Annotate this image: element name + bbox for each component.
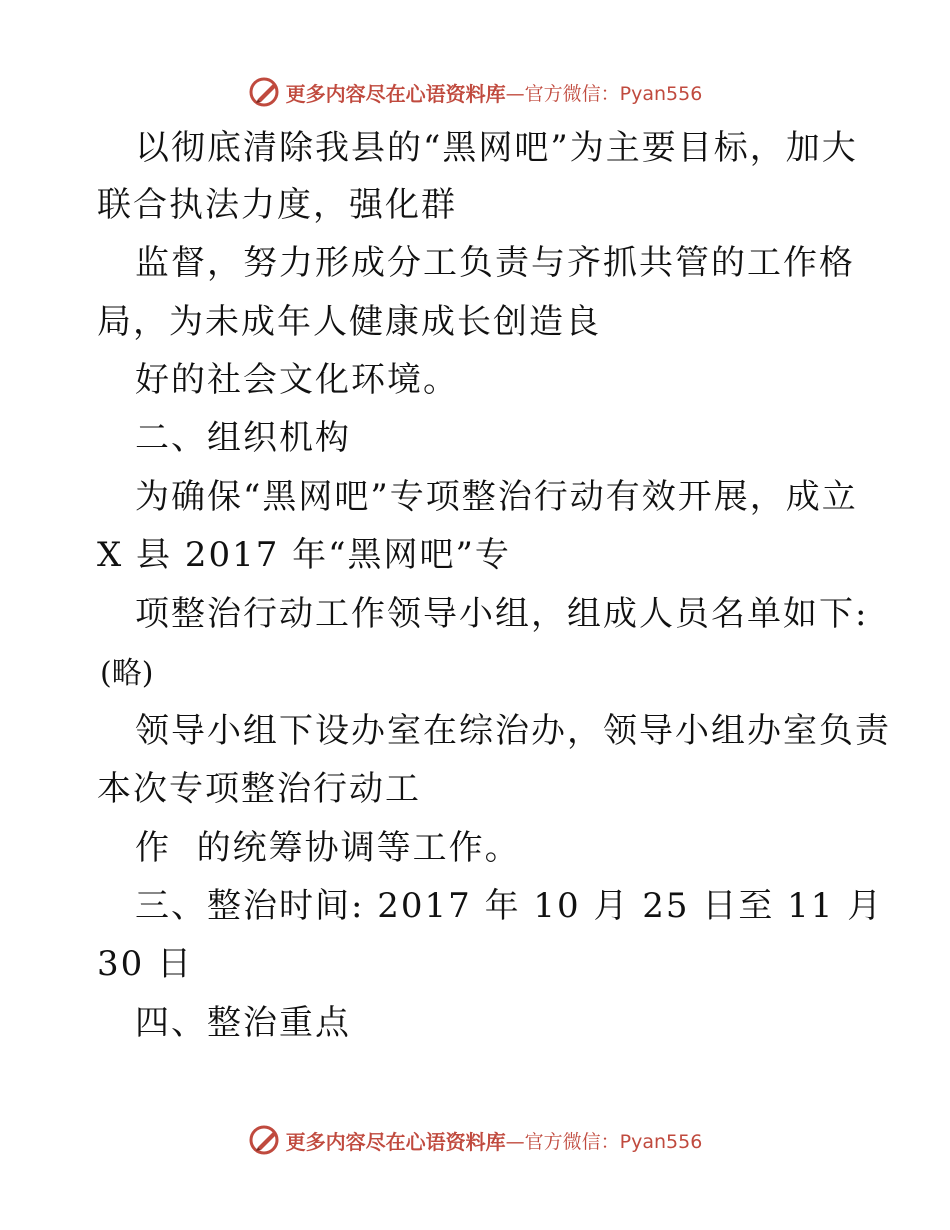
text-line: 领导小组下设办室在综治办，领导小组办室负责 <box>135 711 891 751</box>
text-line: 联合执法力度，强化群 <box>97 185 457 225</box>
banner-wechat: —官方微信：Pyan556 <box>505 1130 703 1153</box>
section-heading: 三、整治时间: 2017 年 10 月 25 日至 11 月 <box>135 886 884 926</box>
text-line: (略) <box>100 656 154 691</box>
banner-title: 更多内容尽在心语资料库 <box>285 1129 506 1154</box>
text-line: 为确保“黑网吧”专项整治行动有效开展，成立 <box>135 477 858 517</box>
footer-banner <box>0 1120 950 1160</box>
pen-logo-icon <box>248 75 282 109</box>
text-line: 以彻底清除我县的“黑网吧”为主要目标，加大 <box>135 128 858 168</box>
text-line: 好的社会文化环境。 <box>135 360 459 400</box>
section-heading: 二、组织机构 <box>135 418 351 458</box>
section-heading: 四、整治重点 <box>135 1003 351 1043</box>
text-line: 本次专项整治行动工 <box>97 769 421 809</box>
text-line: 30 日 <box>97 944 194 984</box>
text-line: 局，为未成年人健康成长创造良 <box>97 302 601 342</box>
text-line: 监督，努力形成分工负责与齐抓共管的工作格 <box>135 243 855 283</box>
text-line: 项整治行动工作领导小组，组成人员名单如下: <box>135 594 869 634</box>
text-line: X 县 2017 年“黑网吧”专 <box>97 535 511 575</box>
text-line: 作 的统筹协调等工作。 <box>135 828 521 868</box>
banner-wechat: —官方微信：Pyan556 <box>505 82 703 105</box>
pen-logo-icon <box>248 1123 282 1157</box>
header-banner <box>0 72 950 112</box>
banner-title: 更多内容尽在心语资料库 <box>285 81 506 106</box>
